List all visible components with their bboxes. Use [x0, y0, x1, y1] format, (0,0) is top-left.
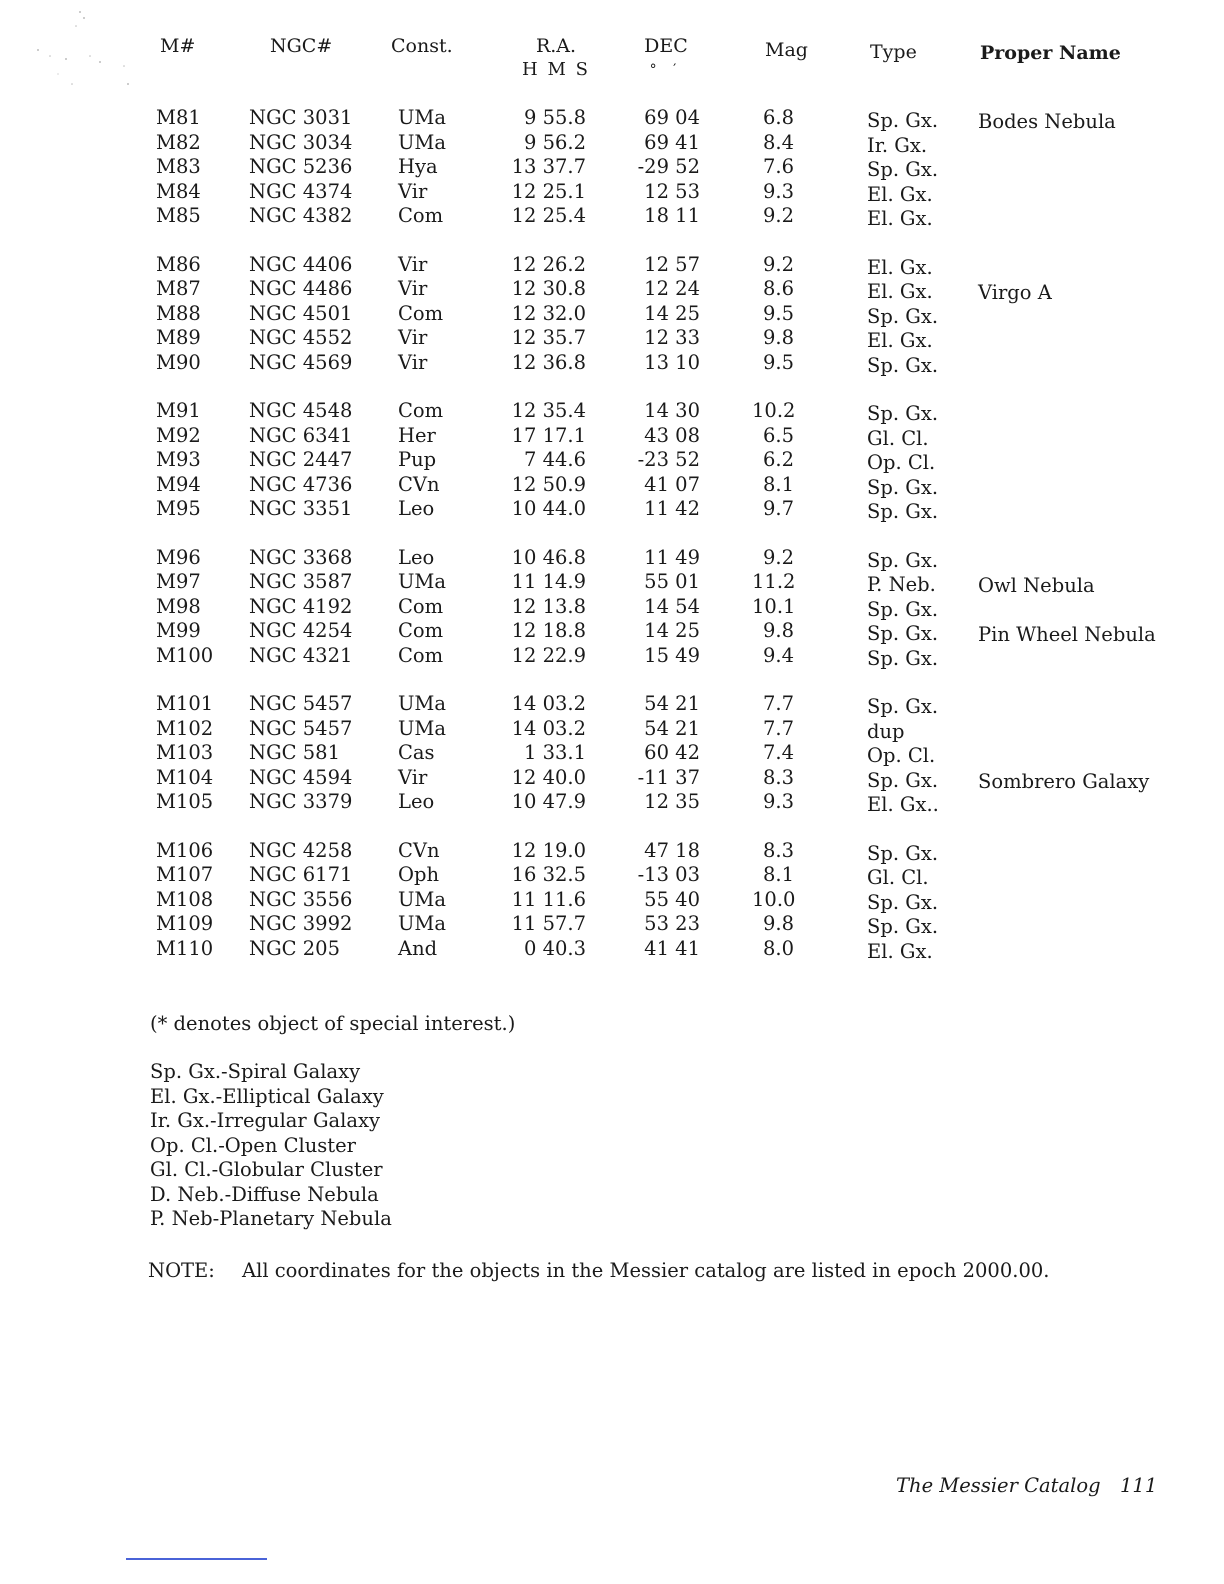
object-type-cell: El. Gx.	[867, 182, 933, 206]
constellation-cell: Com	[398, 301, 444, 325]
legend-item: Op. Cl.-Open Cluster	[150, 1133, 356, 1157]
constellation-cell: Vir	[398, 277, 428, 300]
table-row	[0, 644, 1224, 669]
object-type-cell: Ir. Gx.	[867, 133, 928, 157]
messier-number-cell: M81	[156, 106, 201, 129]
legend-item: P. Neb-Planetary Nebula	[150, 1207, 392, 1230]
declination-cell: 47 18	[644, 838, 700, 862]
right-ascension-cell: 12 35.7	[511, 326, 586, 349]
constellation-cell: Com	[398, 619, 444, 642]
declination-cell: 15 49	[644, 643, 700, 667]
ngc-number-cell: NGC 4406	[249, 252, 353, 276]
magnitude-cell: 10.0	[752, 887, 796, 911]
ngc-number-cell: NGC 3556	[249, 887, 353, 911]
col-header-dec-sub: ° ′	[649, 62, 683, 78]
declination-cell: 12 24	[644, 277, 700, 300]
declination-cell: 12 35	[644, 790, 700, 813]
constellation-cell: Vir	[398, 179, 428, 203]
table-row	[0, 863, 1224, 888]
right-ascension-cell: 12 25.1	[511, 179, 586, 203]
right-ascension-cell: 12 32.0	[511, 301, 586, 325]
constellation-cell: UMa	[398, 692, 447, 715]
declination-cell: -23 52	[637, 448, 700, 471]
right-ascension-cell: 12 35.4	[511, 399, 586, 422]
messier-number-cell: M94	[156, 472, 201, 496]
constellation-cell: Cas	[398, 741, 435, 764]
right-ascension-cell: 12 25.4	[511, 204, 586, 227]
ngc-number-cell: NGC 2447	[249, 448, 353, 471]
table-row	[0, 302, 1224, 327]
messier-number-cell: M91	[156, 399, 201, 422]
right-ascension-cell: 14 03.2	[511, 692, 586, 715]
table-row	[0, 766, 1224, 791]
note-label: NOTE:	[148, 1259, 215, 1282]
right-ascension-cell: 11 11.6	[511, 887, 586, 911]
col-header-type: Type	[870, 41, 917, 63]
declination-cell: 18 11	[644, 204, 700, 227]
ngc-number-cell: NGC 4594	[249, 765, 353, 789]
messier-number-cell: M82	[156, 130, 201, 154]
messier-number-cell: M108	[156, 887, 214, 911]
proper-name-cell: Virgo A	[978, 281, 1052, 304]
messier-number-cell: M84	[156, 179, 201, 203]
magnitude-cell: 9.3	[762, 179, 794, 203]
messier-number-cell: M103	[156, 741, 214, 764]
messier-number-cell: M92	[156, 423, 201, 447]
right-ascension-cell: 10 47.9	[511, 790, 586, 813]
magnitude-cell: 6.5	[762, 423, 794, 447]
constellation-cell: Vir	[398, 765, 428, 789]
declination-cell: 69 04	[644, 106, 700, 129]
ngc-number-cell: NGC 6341	[249, 423, 353, 447]
ngc-number-cell: NGC 6171	[249, 863, 353, 886]
magnitude-cell: 8.3	[762, 765, 794, 789]
right-ascension-cell: 14 03.2	[511, 716, 586, 740]
magnitude-cell: 8.3	[762, 838, 794, 862]
declination-cell: -11 37	[637, 765, 700, 789]
object-type-cell: Sp. Gx.	[867, 695, 939, 718]
object-type-cell: Sp. Gx.	[867, 304, 939, 328]
table-row	[0, 717, 1224, 742]
magnitude-cell: 7.6	[762, 155, 794, 178]
right-ascension-cell: 13 37.7	[511, 155, 586, 178]
object-type-cell: Sp. Gx.	[867, 475, 939, 499]
right-ascension-cell: 1 33.1	[523, 741, 586, 764]
table-row	[0, 595, 1224, 620]
scan-specks-graphic	[28, 4, 148, 94]
right-ascension-cell: 10 46.8	[511, 545, 586, 569]
ngc-number-cell: NGC 3992	[249, 912, 353, 935]
scan-specks	[28, 4, 148, 94]
magnitude-cell: 9.5	[762, 301, 794, 325]
legend-item: Ir. Gx.-Irregular Galaxy	[150, 1109, 381, 1132]
table-row	[0, 204, 1224, 229]
constellation-cell: Oph	[398, 863, 440, 886]
ngc-number-cell: NGC 4382	[249, 204, 353, 227]
declination-cell: 11 49	[644, 545, 700, 569]
magnitude-cell: 6.8	[762, 106, 794, 129]
ngc-number-cell: NGC 4548	[249, 399, 353, 422]
object-type-cell: Sp. Gx.	[867, 109, 939, 132]
table-row	[0, 570, 1224, 595]
col-header-ra-label: R.A.	[535, 35, 577, 57]
table-row	[0, 888, 1224, 913]
table-row	[0, 741, 1224, 766]
constellation-cell: CVn	[398, 472, 440, 496]
table-row	[0, 546, 1224, 571]
ngc-number-cell: NGC 581	[249, 741, 340, 764]
constellation-cell: Vir	[398, 326, 428, 349]
object-type-cell: Sp. Gx.	[867, 841, 939, 865]
object-type-cell: El. Gx..	[867, 793, 939, 816]
table-row	[0, 839, 1224, 864]
object-type-cell: P. Neb.	[867, 573, 936, 596]
table-row	[0, 180, 1224, 205]
messier-number-cell: M97	[156, 570, 201, 593]
ngc-number-cell: NGC 4552	[249, 326, 353, 349]
messier-number-cell: M96	[156, 545, 201, 569]
messier-number-cell: M99	[156, 619, 201, 642]
object-type-cell: Sp. Gx.	[867, 622, 939, 645]
legend-item: D. Neb.-Diffuse Nebula	[150, 1182, 379, 1206]
object-type-cell: Sp. Gx.	[867, 158, 939, 181]
table-row	[0, 155, 1224, 180]
ngc-number-cell: NGC 5457	[249, 716, 353, 740]
magnitude-cell: 8.6	[762, 277, 794, 300]
declination-cell: 69 41	[644, 130, 700, 154]
object-type-cell: El. Gx.	[867, 207, 933, 230]
magnitude-cell: 7.7	[762, 716, 794, 740]
col-header-dec-label: DEC	[644, 35, 688, 57]
object-type-cell: Gl. Cl.	[867, 426, 929, 450]
constellation-cell: Com	[398, 204, 444, 227]
bottom-rule	[126, 1558, 267, 1560]
messier-table	[0, 106, 1224, 985]
ngc-number-cell: NGC 3034	[249, 130, 353, 154]
constellation-cell: Leo	[398, 497, 435, 520]
right-ascension-cell: 12 50.9	[511, 472, 586, 496]
declination-cell: -29 52	[637, 155, 700, 178]
declination-cell: 14 25	[644, 301, 700, 325]
magnitude-cell: 9.8	[762, 912, 794, 935]
col-header-m: M#	[160, 35, 196, 57]
magnitude-cell: 8.1	[762, 863, 794, 886]
table-row	[0, 912, 1224, 937]
constellation-cell: UMa	[398, 106, 447, 129]
ngc-number-cell: NGC 4486	[249, 277, 353, 300]
declination-cell: 43 08	[644, 423, 700, 447]
ngc-number-cell: NGC 205	[249, 936, 340, 960]
right-ascension-cell: 12 30.8	[511, 277, 586, 300]
ngc-number-cell: NGC 5236	[249, 155, 353, 178]
magnitude-cell: 9.4	[762, 643, 794, 667]
right-ascension-cell: 9 56.2	[523, 130, 586, 154]
object-type-cell: Sp. Gx.	[867, 915, 939, 938]
table-row	[0, 326, 1224, 351]
right-ascension-cell: 12 19.0	[511, 838, 586, 862]
messier-number-cell: M83	[156, 155, 201, 178]
declination-cell: 41 41	[644, 936, 700, 960]
declination-cell: 13 10	[644, 350, 700, 374]
constellation-cell: And	[398, 936, 438, 960]
messier-number-cell: M105	[156, 790, 214, 813]
messier-number-cell: M87	[156, 277, 201, 300]
ngc-number-cell: NGC 4569	[249, 350, 353, 374]
table-row	[0, 351, 1224, 376]
table-row	[0, 399, 1224, 424]
object-type-cell: Sp. Gx.	[867, 890, 939, 914]
declination-cell: 12 53	[644, 179, 700, 203]
messier-number-cell: M90	[156, 350, 201, 374]
magnitude-cell: 9.2	[762, 204, 794, 227]
object-type-cell: El. Gx.	[867, 939, 933, 963]
messier-number-cell: M109	[156, 912, 214, 935]
object-type-cell: Sp. Gx.	[867, 646, 939, 670]
object-type-cell: dup	[867, 719, 905, 743]
object-type-cell: Sp. Gx.	[867, 768, 939, 792]
magnitude-cell: 11.2	[752, 570, 796, 593]
right-ascension-cell: 12 40.0	[511, 765, 586, 789]
constellation-cell: Hya	[398, 155, 438, 178]
constellation-cell: Leo	[398, 790, 435, 813]
proper-name-cell: Sombrero Galaxy	[978, 769, 1150, 793]
table-row	[0, 473, 1224, 498]
table-row	[0, 619, 1224, 644]
messier-number-cell: M100	[156, 643, 214, 667]
table-row	[0, 937, 1224, 962]
messier-number-cell: M95	[156, 497, 201, 520]
magnitude-cell: 9.8	[762, 326, 794, 349]
table-row	[0, 497, 1224, 522]
ngc-number-cell: NGC 3587	[249, 570, 353, 593]
table-row-group	[0, 546, 1224, 669]
ngc-number-cell: NGC 4254	[249, 619, 353, 642]
constellation-cell: Com	[398, 399, 444, 422]
ngc-number-cell: NGC 3379	[249, 790, 353, 813]
magnitude-cell: 10.1	[752, 594, 796, 618]
table-row	[0, 106, 1224, 131]
magnitude-cell: 10.2	[752, 399, 796, 422]
ngc-number-cell: NGC 4374	[249, 179, 353, 203]
constellation-cell: UMa	[398, 912, 447, 935]
constellation-cell: Leo	[398, 545, 435, 569]
type-legend	[150, 1060, 392, 1232]
object-type-cell: El. Gx.	[867, 255, 933, 279]
epoch-note	[148, 1259, 1049, 1282]
running-footer-title: The Messier Catalog	[896, 1474, 1101, 1497]
declination-cell: 12 57	[644, 252, 700, 276]
object-type-cell: El. Gx.	[867, 280, 933, 303]
declination-cell: 14 25	[644, 619, 700, 642]
object-type-cell: Op. Cl.	[867, 451, 936, 474]
ngc-number-cell: NGC 3031	[249, 106, 353, 129]
col-header-ra	[516, 34, 596, 82]
proper-name-cell: Pin Wheel Nebula	[978, 623, 1156, 646]
table-row	[0, 692, 1224, 717]
right-ascension-cell: 12 13.8	[511, 594, 586, 618]
magnitude-cell: 8.1	[762, 472, 794, 496]
messier-number-cell: M88	[156, 301, 201, 325]
right-ascension-cell: 11 14.9	[511, 570, 586, 593]
constellation-cell: UMa	[398, 570, 447, 593]
messier-number-cell: M86	[156, 252, 201, 276]
right-ascension-cell: 10 44.0	[511, 497, 586, 520]
declination-cell: 12 33	[644, 326, 700, 349]
constellation-cell: UMa	[398, 716, 447, 740]
messier-number-cell: M104	[156, 765, 214, 789]
constellation-cell: UMa	[398, 887, 447, 911]
col-header-dec	[636, 34, 696, 82]
object-type-cell: Sp. Gx.	[867, 548, 939, 572]
messier-number-cell: M106	[156, 838, 214, 862]
constellation-cell: CVn	[398, 838, 440, 862]
object-type-cell: Gl. Cl.	[867, 866, 929, 889]
messier-number-cell: M98	[156, 594, 201, 618]
right-ascension-cell: 9 55.8	[523, 106, 586, 129]
right-ascension-cell: 12 22.9	[511, 643, 586, 667]
magnitude-cell: 8.4	[762, 130, 794, 154]
magnitude-cell: 9.2	[762, 545, 794, 569]
col-header-mag: Mag	[765, 39, 808, 61]
legend-item: El. Gx.-Elliptical Galaxy	[150, 1084, 384, 1108]
page-number: 111	[1120, 1474, 1158, 1497]
object-type-cell: Sp. Gx.	[867, 500, 939, 523]
declination-cell: 14 54	[644, 594, 700, 618]
ngc-number-cell: NGC 4321	[249, 643, 353, 667]
ngc-number-cell: NGC 4501	[249, 301, 353, 325]
constellation-cell: Vir	[398, 350, 428, 374]
ngc-number-cell: NGC 4258	[249, 838, 353, 862]
ngc-number-cell: NGC 4192	[249, 594, 353, 618]
constellation-cell: Vir	[398, 252, 428, 276]
right-ascension-cell: 7 44.6	[523, 448, 586, 471]
object-type-cell: El. Gx.	[867, 329, 933, 352]
magnitude-cell: 9.7	[762, 497, 794, 520]
magnitude-cell: 8.0	[762, 936, 794, 960]
object-type-cell: Sp. Gx.	[867, 353, 939, 377]
messier-number-cell: M85	[156, 204, 201, 227]
declination-cell: 41 07	[644, 472, 700, 496]
object-type-cell: Op. Cl.	[867, 744, 936, 767]
table-row-group	[0, 399, 1224, 522]
declination-cell: 55 01	[644, 570, 700, 593]
table-row	[0, 253, 1224, 278]
proper-name-cell: Owl Nebula	[978, 574, 1095, 597]
table-row	[0, 277, 1224, 302]
right-ascension-cell: 17 17.1	[511, 423, 586, 447]
messier-number-cell: M101	[156, 692, 214, 715]
right-ascension-cell: 11 57.7	[511, 912, 586, 935]
right-ascension-cell: 0 40.3	[523, 936, 586, 960]
right-ascension-cell: 12 26.2	[511, 252, 586, 276]
proper-name-cell: Bodes Nebula	[978, 110, 1116, 133]
right-ascension-cell: 16 32.5	[511, 863, 586, 886]
constellation-cell: Com	[398, 594, 444, 618]
constellation-cell: Com	[398, 643, 444, 667]
messier-number-cell: M93	[156, 448, 201, 471]
declination-cell: 55 40	[644, 887, 700, 911]
object-type-cell: Sp. Gx.	[867, 402, 939, 425]
constellation-cell: Pup	[398, 448, 437, 471]
constellation-cell: UMa	[398, 130, 447, 154]
note-text: All coordinates for the objects in the Messier catalog are listed in epoch 2000.00.	[242, 1259, 1050, 1282]
declination-cell: 54 21	[644, 692, 700, 715]
declination-cell: -13 03	[637, 863, 700, 886]
table-row-group	[0, 106, 1224, 229]
table-row	[0, 790, 1224, 815]
table-row-group	[0, 692, 1224, 815]
legend-item: Gl. Cl.-Globular Cluster	[150, 1158, 383, 1181]
table-row-group	[0, 253, 1224, 376]
magnitude-cell: 9.2	[762, 252, 794, 276]
table-row	[0, 131, 1224, 156]
declination-cell: 53 23	[644, 912, 700, 935]
declination-cell: 14 30	[644, 399, 700, 422]
declination-cell: 54 21	[644, 716, 700, 740]
magnitude-cell: 6.2	[762, 448, 794, 471]
ngc-number-cell: NGC 3351	[249, 497, 353, 520]
declination-cell: 60 42	[644, 741, 700, 764]
ngc-number-cell: NGC 3368	[249, 545, 353, 569]
col-header-const: Const.	[391, 35, 453, 57]
messier-number-cell: M110	[156, 936, 214, 960]
col-header-ra-sub: H M S	[522, 59, 590, 80]
object-type-cell: Sp. Gx.	[867, 597, 939, 621]
magnitude-cell: 7.7	[762, 692, 794, 715]
col-header-ngc: NGC#	[270, 35, 333, 57]
messier-number-cell: M107	[156, 863, 214, 886]
table-row	[0, 448, 1224, 473]
magnitude-cell: 9.5	[762, 350, 794, 374]
col-header-proper-name: Proper Name	[980, 42, 1121, 64]
messier-number-cell: M89	[156, 326, 201, 349]
magnitude-cell: 9.3	[762, 790, 794, 813]
declination-cell: 11 42	[644, 497, 700, 520]
table-row	[0, 424, 1224, 449]
ngc-number-cell: NGC 5457	[249, 692, 353, 715]
constellation-cell: Her	[398, 423, 436, 447]
magnitude-cell: 9.8	[762, 619, 794, 642]
messier-number-cell: M102	[156, 716, 214, 740]
magnitude-cell: 7.4	[762, 741, 794, 764]
right-ascension-cell: 12 36.8	[511, 350, 586, 374]
right-ascension-cell: 12 18.8	[511, 619, 586, 642]
table-row-group	[0, 839, 1224, 962]
ngc-number-cell: NGC 4736	[249, 472, 353, 496]
special-interest-footnote: (* denotes object of special interest.)	[150, 1012, 516, 1035]
legend-item: Sp. Gx.-Spiral Galaxy	[150, 1060, 361, 1083]
